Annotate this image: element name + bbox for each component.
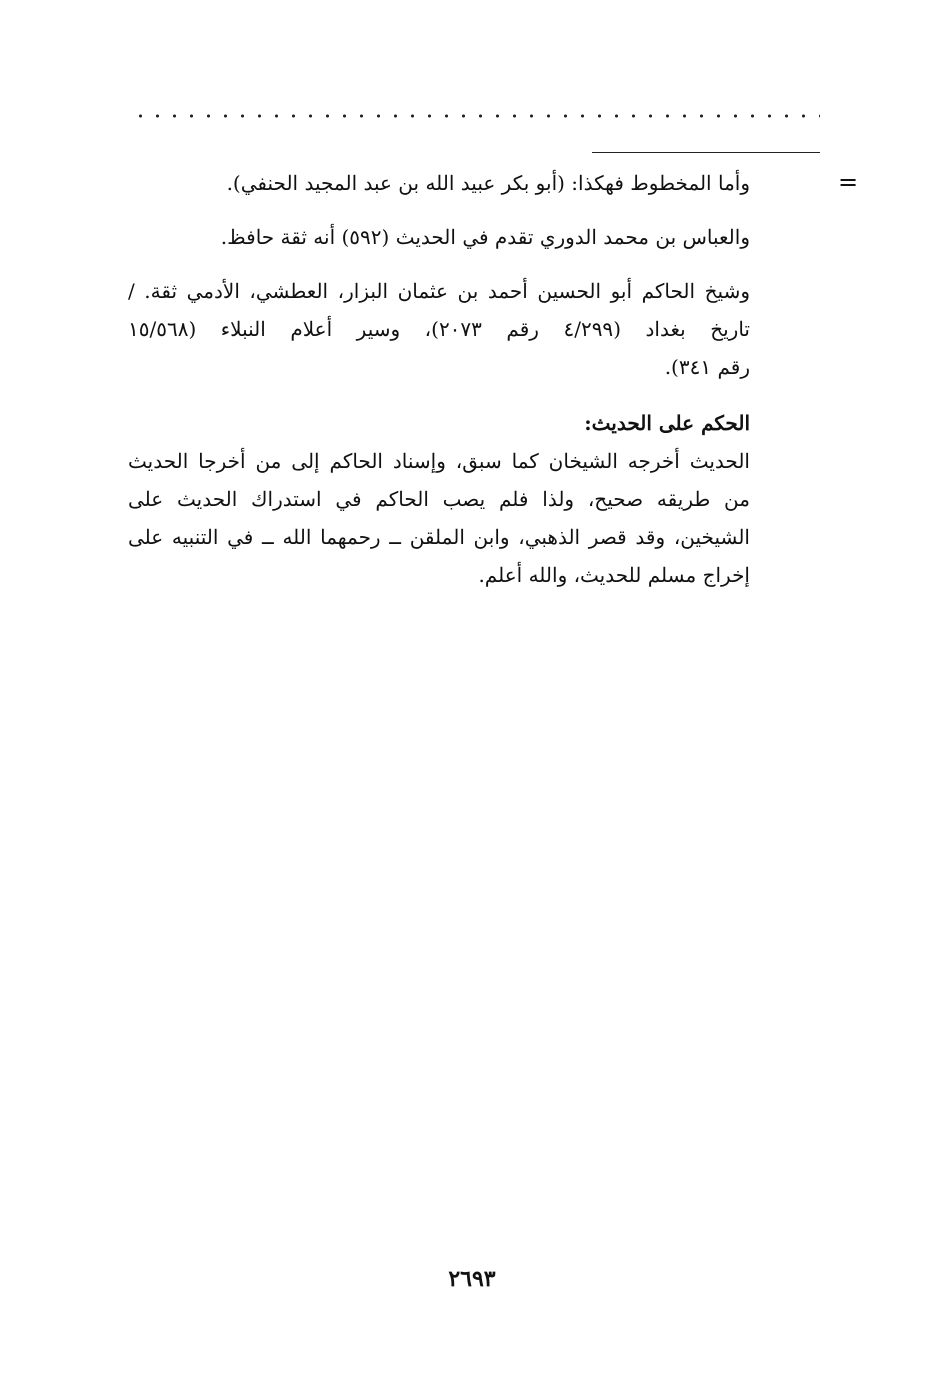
section-heading: الحكم على الحديث: [584, 411, 750, 435]
ruling-section [128, 404, 750, 594]
footnote-sheikh [128, 272, 750, 386]
footnote-abbas [128, 218, 750, 256]
continuation-mark: = [838, 168, 859, 196]
footnote-line: وشيخ الحاكم أبو الحسين أحمد بن عثمان البزار، العطشي، الأدمي ثقة. / [128, 279, 750, 303]
footnote-line: رقم ٣٤١). [664, 355, 750, 379]
footnote-line: وأما المخطوط فهكذا: (أبو بكر عبيد الله بن عبد المجيد الحنفي). [226, 171, 750, 195]
footnote-manuscript [128, 164, 750, 202]
page-number: ٢٦٩٣ [448, 1266, 496, 1292]
dotted-separator [132, 111, 820, 121]
paragraph-line: الحديث أخرجه الشيخان كما سبق، وإسناد الحاكم إلى من أخرجا الحديث [128, 449, 750, 473]
paragraph-line: الشيخين، وقد قصر الذهبي، وابن الملقن ــ رحمهما الله ــ في التنبيه على [128, 525, 750, 549]
paragraph-line: من طريقه صحيح، ولذا فلم يصب الحاكم في استدراك الحديث على [128, 487, 750, 511]
footnote-line: تاريخ بغداد (٤/٢٩٩ رقم ٢٠٧٣)، وسير أعلام النبلاء (١٥/٥٦٨ [128, 317, 750, 341]
footnote-line: والعباس بن محمد الدوري تقدم في الحديث (٥٩٢) أنه ثقة حافظ. [220, 225, 750, 249]
footnote-rule [592, 152, 820, 153]
paragraph-line: إخراج مسلم للحديث، والله أعلم. [478, 563, 750, 587]
